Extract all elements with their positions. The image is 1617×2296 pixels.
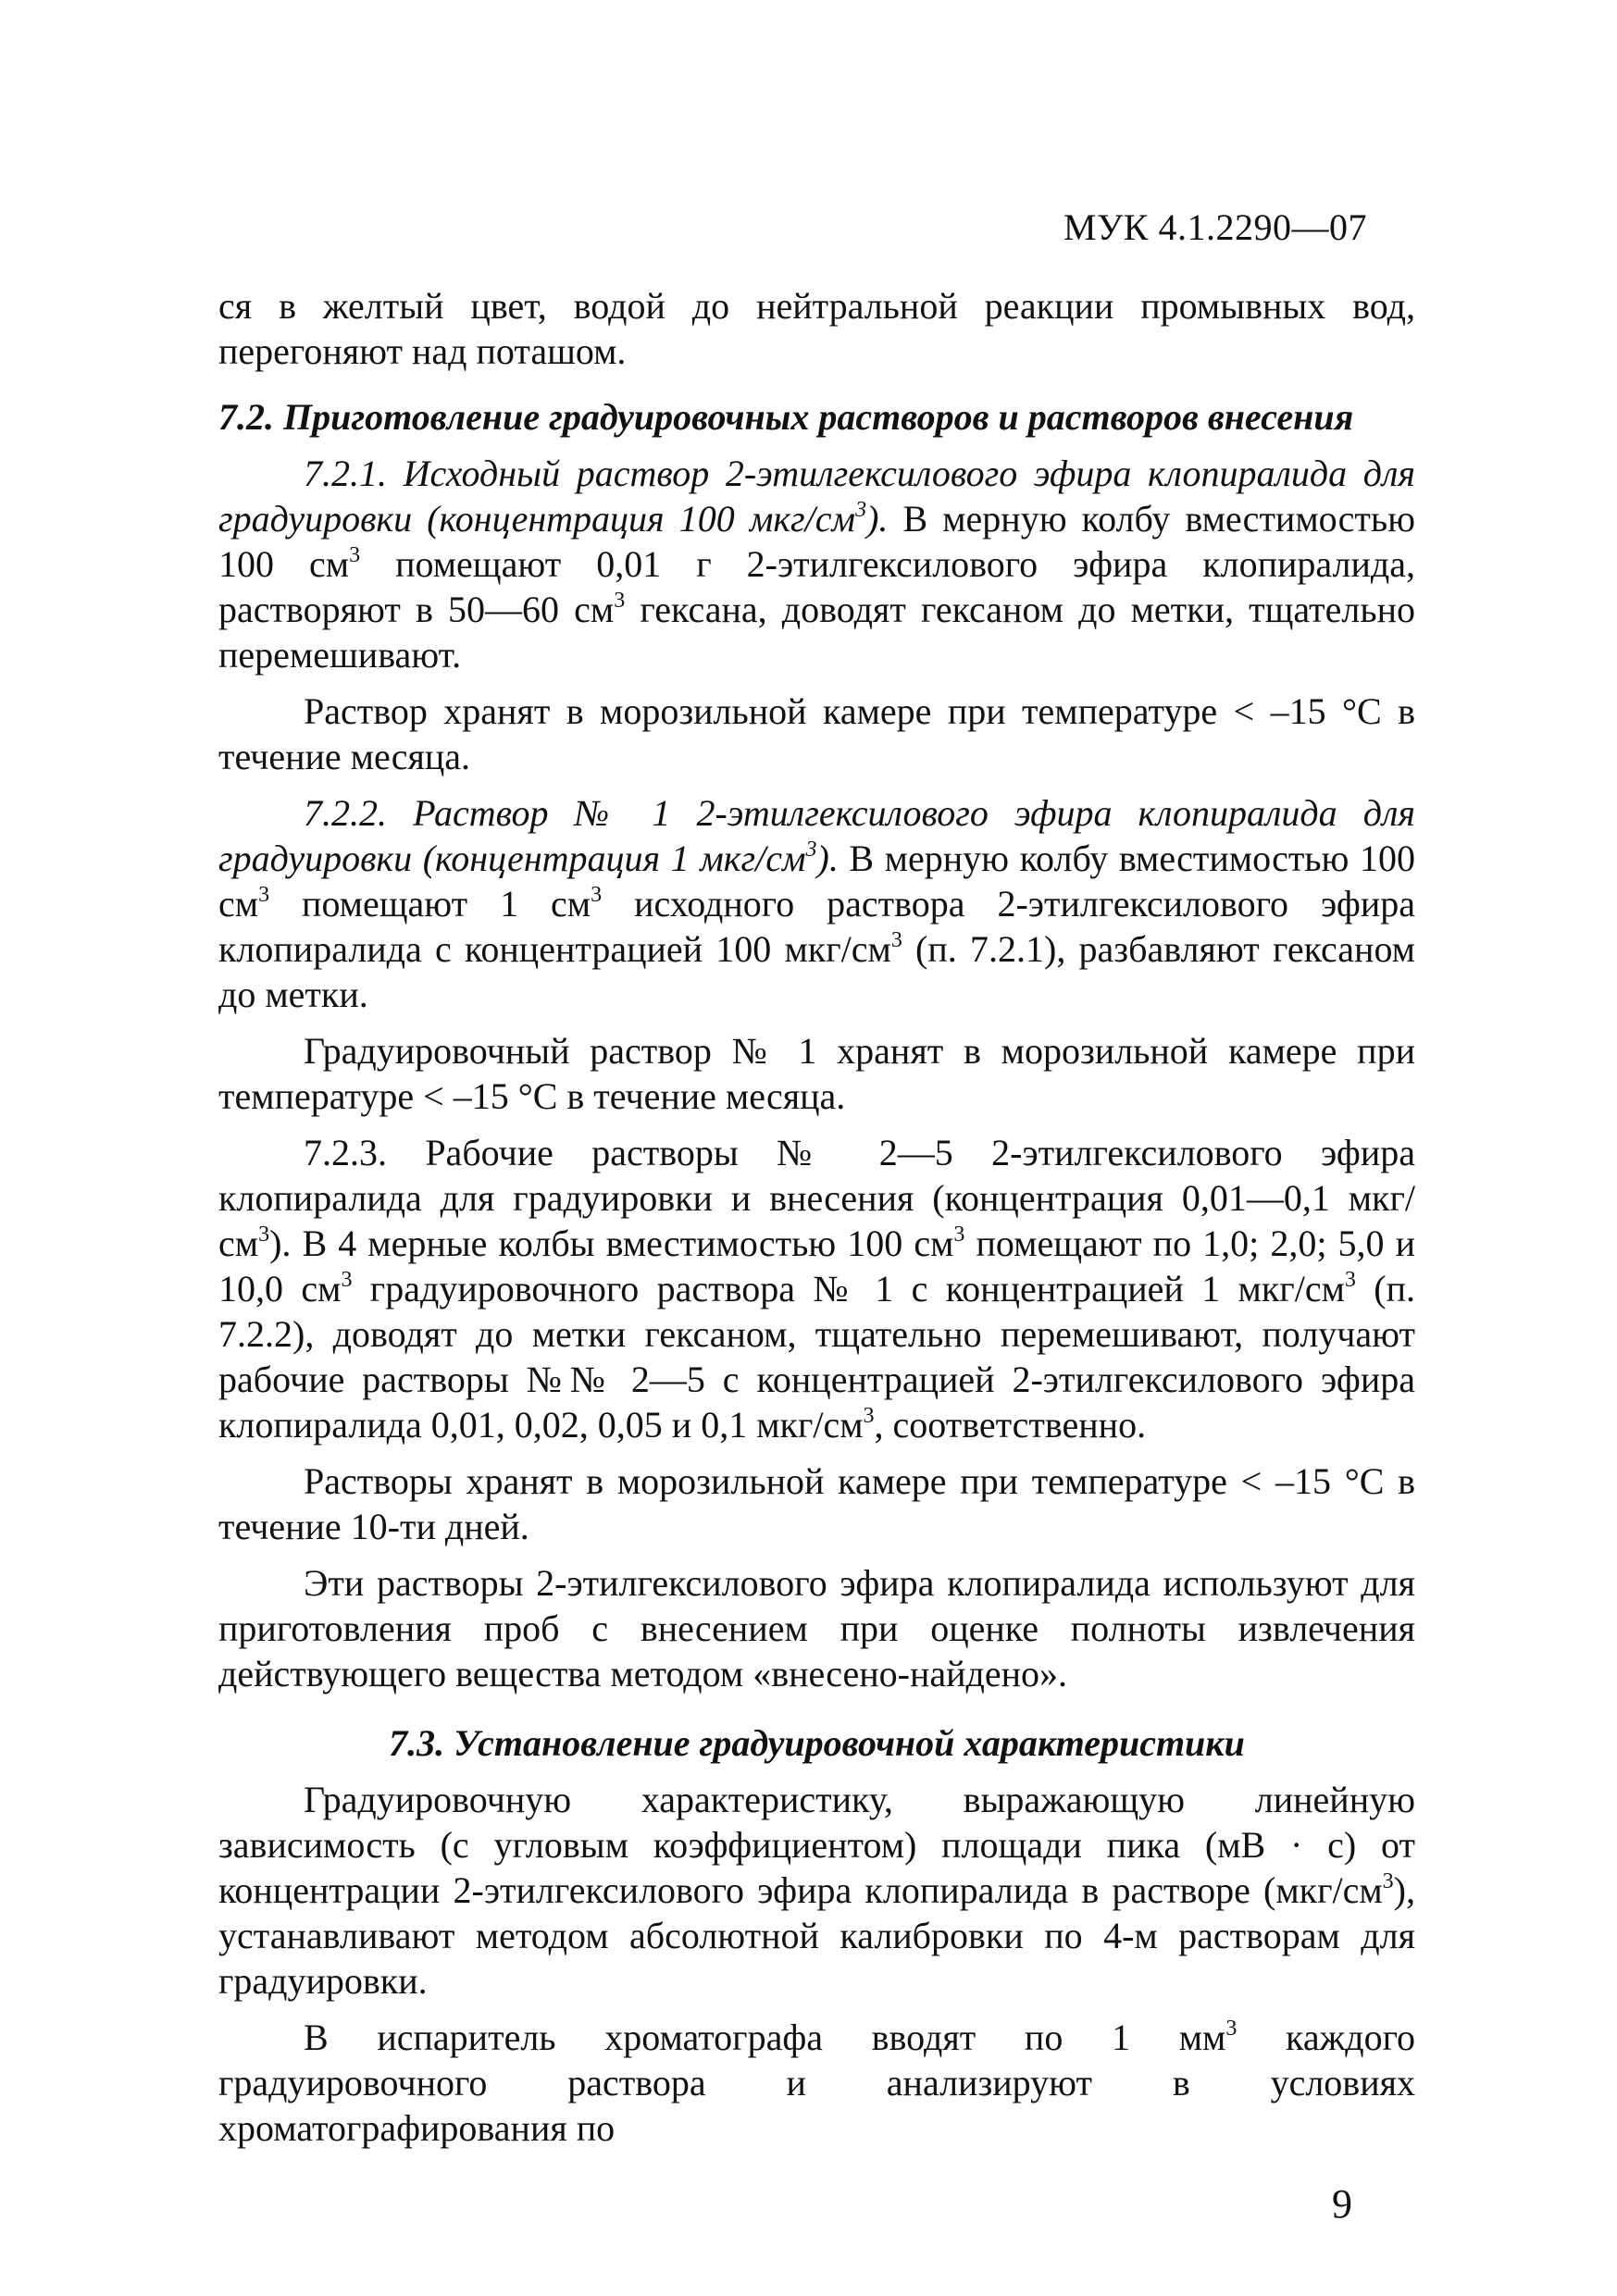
- paragraph-storage-1: Раствор хранят в морозильной камере при температуре < –15 °С в течение месяца.: [218, 690, 1415, 777]
- paragraph-storage-3: Растворы хранят в морозильной камере при температуре < –15 °С в течение 10-ти дней.: [218, 1460, 1415, 1547]
- superscript: 3: [258, 883, 270, 907]
- superscript: 3: [1225, 2017, 1238, 2041]
- text-run: помещают 1 см: [269, 883, 591, 925]
- superscript: 3: [341, 1268, 353, 1292]
- superscript: 3: [855, 498, 867, 522]
- text-run: 7.2.3. Рабочие растворы № 2—5 2-этилгексилового эфира клопиралида для градуировки и внесения (концентрация 0,01—0,1 мкг/см: [218, 1132, 1415, 1264]
- text-run: ), устанавливают методом абсолютной калибровки по 4-м растворам для градуировки.: [218, 1869, 1415, 2002]
- text-run: гексана, доводят гексаном до метки, тщательно перемешивают.: [218, 589, 1415, 676]
- text-run: (п. 7.2.1), разбавляют гексаном до метки.: [218, 928, 1415, 1015]
- text-run: Градуировочную характеристику, выражающую линейную зависимость (с угловым коэффициентом) площади пика (мВ · с) от концентрации 2-этилгексилового эфира клопиралида в растворе (мкг/см: [218, 1779, 1415, 1911]
- text-run: ). В 4 мерные колбы вместимостью 100 см: [269, 1222, 954, 1264]
- text-run: каждого градуировочного раствора и анализируют в условиях хроматографирования по: [218, 2017, 1416, 2149]
- paragraph-injection: [218, 2015, 1415, 2151]
- title-text: 7.2.1. Исходный раствор 2-этилгексилового эфира клопиралида для градуировки (концентрация 100 мкг/см: [218, 453, 1415, 540]
- text-run: В испаритель хроматографа вводят по 1 мм: [304, 2017, 1226, 2058]
- text-run: градуировочного раствора № 1 с концентрацией 1 мкг/см: [352, 1268, 1345, 1309]
- page-content: [218, 283, 1415, 2162]
- superscript: 3: [953, 1222, 965, 1247]
- text-run: помещают по 1,0; 2,0; 5,0 и 10,0 см: [218, 1222, 1415, 1309]
- text-run: (п. 7.2.2), доводят до метки гексаном, тщательно перемешивают, получают рабочие растворы №№ 2—5 с концентрацией 2-этилгексилового эфира клопиралида 0,01, 0,02, 0,05 и 0,1 мкг/см: [218, 1268, 1415, 1446]
- superscript: 3: [890, 928, 902, 952]
- superscript: 3: [863, 1404, 875, 1428]
- paragraph-7-2-3: [218, 1130, 1415, 1447]
- page-number: 9: [1332, 2181, 1352, 2227]
- superscript: 3: [591, 883, 603, 907]
- superscript: 3: [258, 1222, 270, 1247]
- paragraph-7-2-1: [218, 451, 1415, 677]
- superscript: 3: [349, 543, 361, 567]
- superscript: 3: [1382, 1869, 1394, 1893]
- paragraph-usage: Эти растворы 2-этилгексилового эфира клопиралида используют для приготовления проб с внесением при оценке полноты извлечения действующего вещества методом «внесено-найдено».: [218, 1562, 1415, 1694]
- paragraph-storage-2: Градуировочный раствор № 1 хранят в морозильной камере при температуре < –15 °С в течение месяца.: [218, 1030, 1415, 1117]
- section-7-3-title: 7.3. Установление градуировочной характеристики: [389, 1722, 1245, 1764]
- title-end: ).: [816, 838, 839, 879]
- title-end: ).: [866, 498, 889, 540]
- text-run: , соответственно.: [874, 1404, 1147, 1446]
- text-run: помещают 0,01 г 2-этилгексилового эфира клопиралида, растворяют в 50—60 см: [218, 543, 1415, 630]
- section-7-2-title: 7.2. Приготовление градуировочных растворов и растворов внесения: [218, 396, 1354, 438]
- superscript: 3: [1344, 1268, 1356, 1292]
- superscript: 3: [805, 838, 817, 862]
- text-run: В мерную колбу вместимостью 100 см: [218, 838, 1415, 925]
- text-run: исходного раствора 2-этилгексилового эфира клопиралида с концентрацией 100 мкг/см: [218, 883, 1415, 970]
- paragraph-7-2-2: [218, 790, 1415, 1017]
- title-text: 7.2.2. Раствор № 1 2-этилгексилового эфира клопиралида для градуировки (концентрация 1 мкг/см: [218, 792, 1415, 879]
- paragraph-intro: ся в желтый цвет, водой до нейтральной реакции промывных вод, перегоняют над поташом.: [218, 285, 1415, 372]
- paragraph-calibration: [218, 1777, 1415, 2004]
- superscript: 3: [614, 589, 626, 613]
- running-header: МУК 4.1.2290—07: [1063, 206, 1367, 248]
- text-run: В мерную колбу вместимостью 100 см: [218, 498, 1415, 585]
